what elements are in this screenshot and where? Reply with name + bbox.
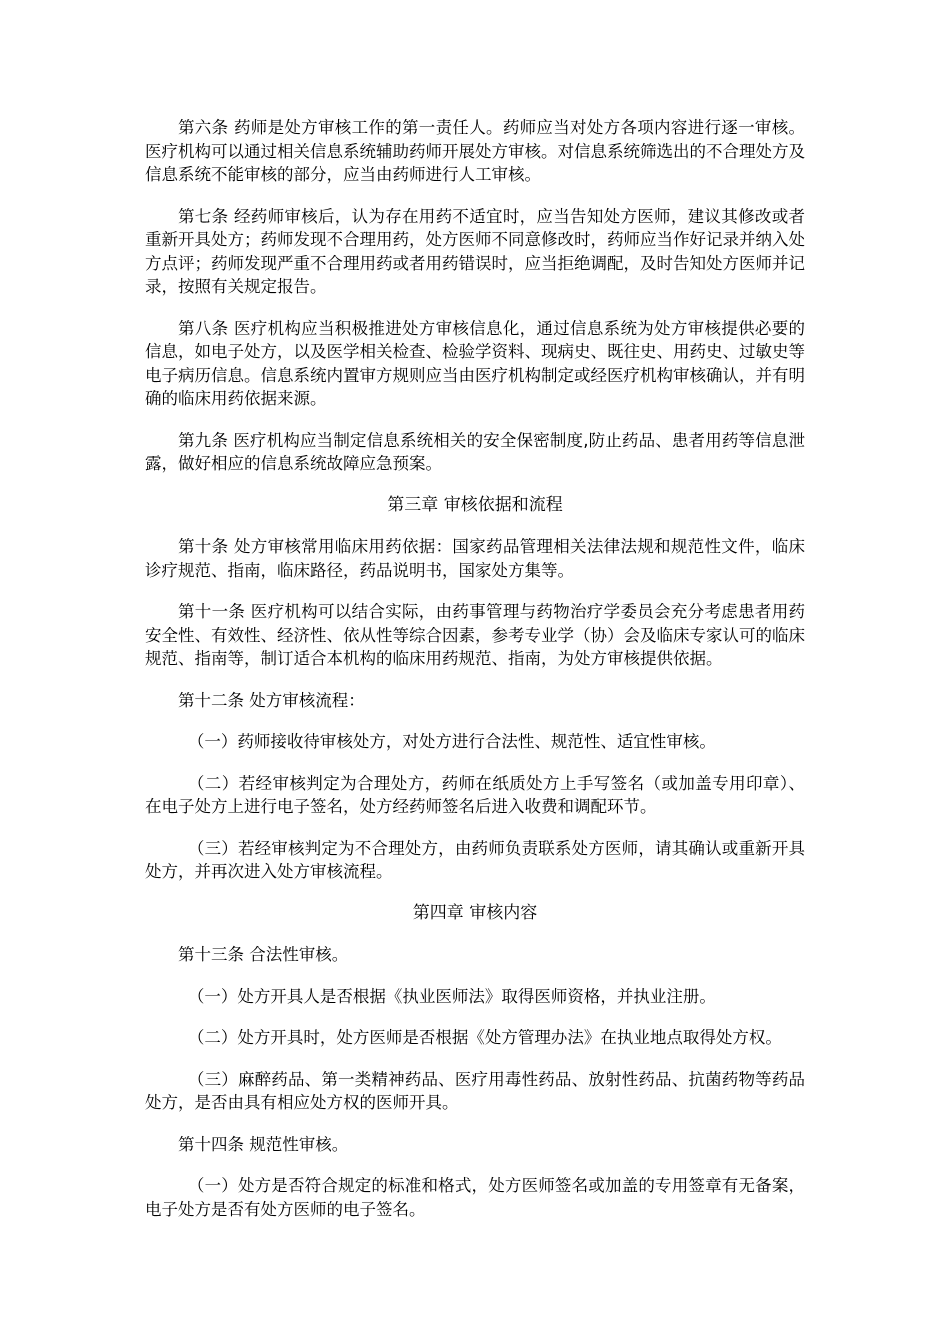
article-14: 第十四条 规范性审核。: [178, 1134, 349, 1154]
article-10: 第十条 处方审核常用临床用药依据：国家药品管理相关法律法规和规范性文件，临床诊疗规范、指南，临床路径，药品说明书，国家处方集等。: [145, 537, 805, 580]
article-13: 第十三条 合法性审核。: [178, 945, 349, 964]
document-body: [145, 116, 805, 1239]
article-12-item-3: （三）若经审核判定为不合理处方，由药师负责联系处方医师，请其确认或重新开具处方，并再次进入处方审核流程。: [145, 838, 805, 881]
chapter-4-heading: 第四章 审核内容: [412, 902, 538, 923]
article-9: 第九条 医疗机构应当制定信息系统相关的安全保密制度,防止药品、患者用药等信息泄露，做好相应的信息系统故障应急预案。: [145, 430, 805, 473]
article-13-item-1: （一）处方开具人是否根据《执业医师法》取得医师资格，并执业注册。: [187, 986, 716, 1006]
article-14-item-1: （一）处方是否符合规定的标准和格式，处方医师签名或加盖的专用签章有无备案，电子处方是否有处方医师的电子签名。: [145, 1176, 805, 1219]
article-13-item-3: （三）麻醉药品、第一类精神药品、医疗用毒性药品、放射性药品、抗菌药物等药品处方，是否由具有相应处方权的医师开具。: [145, 1069, 805, 1112]
article-7: 第七条 经药师审核后，认为存在用药不适宜时，应当告知处方医师，建议其修改或者重新开具处方；药师发现不合理用药，处方医师不同意修改时，药师应当作好记录并纳入处方点评；药师发现严重不合理用药或者用药错误时，应当拒绝调配，及时告知处方医师并记录，按照有关规定报告。: [145, 206, 805, 296]
article-12: 第十二条 处方审核流程：: [178, 690, 365, 710]
chapter-3-heading: 第三章 审核依据和流程: [387, 494, 563, 515]
article-8: 第八条 医疗机构应当积极推进处方审核信息化，通过信息系统为处方审核提供必要的信息，如电子处方，以及医学相关检查、检验学资料、现病史、既往史、用药史、过敏史等电子病历信息。信息系统内置审方规则应当由医疗机构制定或经医疗机构审核确认，并有明确的临床用药依据来源。: [145, 318, 805, 408]
article-11: 第十一条 医疗机构可以结合实际，由药事管理与药物治疗学委员会充分考虑患者用药安全性、有效性、经济性、依从性等综合因素，参考专业学（协）会及临床专家认可的临床规范、指南等，制订适合本机构的临床用药规范、指南，为处方审核提供依据。: [145, 602, 805, 668]
article-12-item-1: （一）药师接收待审核处方，对处方进行合法性、规范性、适宜性审核。: [187, 732, 716, 751]
article-13-item-2: （二）处方开具时，处方医师是否根据《处方管理办法》在执业地点取得处方权。: [187, 1028, 782, 1047]
article-6: 第六条 药师是处方审核工作的第一责任人。药师应当对处方各项内容进行逐一审核。医疗机构可以通过相关信息系统辅助药师开展处方审核。对信息系统筛选出的不合理处方及信息系统不能审核的部分，应当由药师进行人工审核。: [145, 118, 805, 184]
article-12-item-2: （二）若经审核判定为合理处方，药师在纸质处方上手写签名（或加盖专用印章）、在电子处方上进行电子签名，处方经药师签名后进入收费和调配环节。: [145, 773, 805, 816]
